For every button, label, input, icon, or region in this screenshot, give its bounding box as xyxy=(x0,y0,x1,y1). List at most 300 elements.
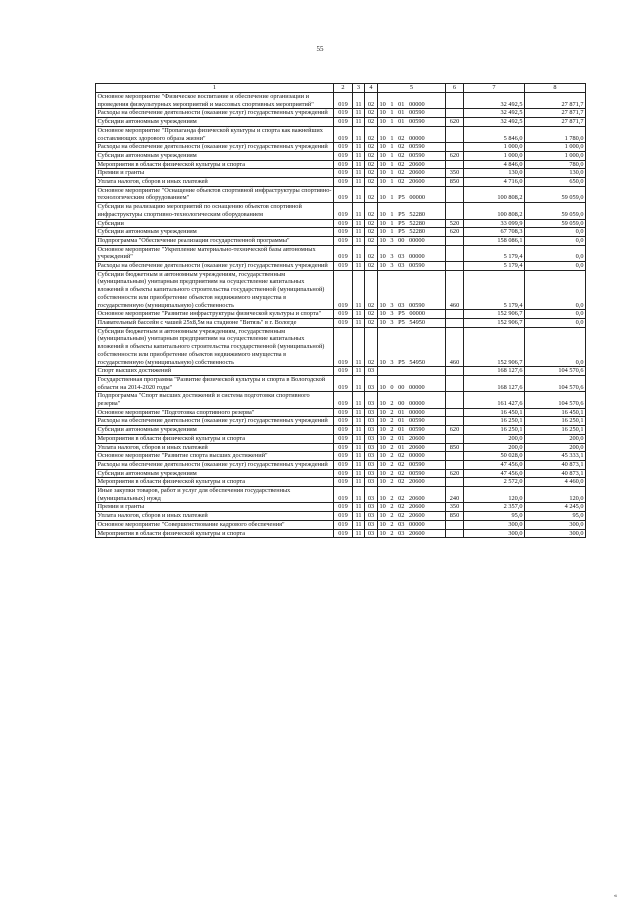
section-code: 11 xyxy=(353,327,365,367)
item-name: Основное мероприятие "Физическое воспитание и обеспечение организации и проведения физкультурных мероприятий и массовых спортивных мероприятий" xyxy=(96,93,334,109)
ministry-code: 019 xyxy=(334,126,353,142)
item-name: Подпрограмма "Спорт высших достижений и система подготовки спортивного резерва" xyxy=(96,392,334,408)
table-row xyxy=(96,529,586,538)
ministry-code: 019 xyxy=(334,469,353,478)
expense-type-code xyxy=(446,186,464,202)
subsection-code: 03 xyxy=(365,487,378,503)
header-cell: 8 xyxy=(525,84,586,93)
amount-year-2: 1 780,0 xyxy=(525,126,586,142)
expense-type-code: 350 xyxy=(446,169,464,178)
expense-type-code xyxy=(446,460,464,469)
section-code: 11 xyxy=(353,169,365,178)
item-name: Основное мероприятие "Развитие спорта высших достижений" xyxy=(96,452,334,461)
amount-year-1: 200,0 xyxy=(464,434,525,443)
amount-year-1: 5 179,4 xyxy=(464,245,525,261)
ministry-code: 019 xyxy=(334,417,353,426)
amount-year-1: 16 450,1 xyxy=(464,408,525,417)
item-name: Мероприятия в области физической культуры и спорта xyxy=(96,529,334,538)
subsection-code: 02 xyxy=(365,228,378,237)
ministry-code: 019 xyxy=(334,93,353,109)
target-article-code: 10 1 P5 52280 xyxy=(378,228,446,237)
expense-type-code: 620 xyxy=(446,469,464,478)
amount-year-1: 158 086,1 xyxy=(464,236,525,245)
ministry-code: 019 xyxy=(334,478,353,487)
expense-type-code: 460 xyxy=(446,270,464,310)
section-code: 11 xyxy=(353,434,365,443)
amount-year-2: 95,0 xyxy=(525,512,586,521)
table-row xyxy=(96,503,586,512)
subsection-code: 03 xyxy=(365,512,378,521)
amount-year-1: 300,0 xyxy=(464,529,525,538)
subsection-code: 02 xyxy=(365,169,378,178)
ministry-code: 019 xyxy=(334,392,353,408)
header-cell: 5 xyxy=(378,84,446,93)
section-code: 11 xyxy=(353,417,365,426)
amount-year-1: 16 250,1 xyxy=(464,417,525,426)
target-article-code: 10 2 02 00590 xyxy=(378,469,446,478)
subsection-code: 02 xyxy=(365,151,378,160)
table-row xyxy=(96,118,586,127)
item-name: Мероприятия в области физической культуры и спорта xyxy=(96,160,334,169)
amount-year-2: 104 570,6 xyxy=(525,375,586,391)
target-article-code: 10 2 02 20600 xyxy=(378,512,446,521)
table-row xyxy=(96,236,586,245)
amount-year-2: 1 000,0 xyxy=(525,151,586,160)
item-name: Субсидии автономным учреждениям xyxy=(96,426,334,435)
amount-year-2: 16 450,1 xyxy=(525,408,586,417)
expense-type-code xyxy=(446,245,464,261)
expense-type-code: 850 xyxy=(446,178,464,187)
table-row xyxy=(96,417,586,426)
section-code: 11 xyxy=(353,408,365,417)
table-row xyxy=(96,520,586,529)
amount-year-1: 32 492,5 xyxy=(464,93,525,109)
expense-type-code xyxy=(446,126,464,142)
target-article-code: 10 2 01 00590 xyxy=(378,417,446,426)
item-name: Расходы на обеспечение деятельности (оказание услуг) государственных учреждений xyxy=(96,143,334,152)
ministry-code: 019 xyxy=(334,178,353,187)
ministry-code: 019 xyxy=(334,118,353,127)
section-code: 11 xyxy=(353,203,365,219)
item-name: Уплата налогов, сборов и иных платежей xyxy=(96,512,334,521)
table-row xyxy=(96,126,586,142)
ministry-code: 019 xyxy=(334,529,353,538)
section-code: 11 xyxy=(353,452,365,461)
amount-year-2: 45 333,1 xyxy=(525,452,586,461)
target-article-code: 10 1 02 20600 xyxy=(378,160,446,169)
target-article-code: 10 1 02 00590 xyxy=(378,151,446,160)
table-row xyxy=(96,512,586,521)
item-name: Субсидии автономным учреждениям xyxy=(96,118,334,127)
table-row xyxy=(96,310,586,319)
target-article-code: 10 2 02 20600 xyxy=(378,478,446,487)
table-row xyxy=(96,228,586,237)
table-row xyxy=(96,143,586,152)
expense-type-code xyxy=(446,143,464,152)
section-code: 11 xyxy=(353,529,365,538)
table-row xyxy=(96,178,586,187)
item-name: Плавательный бассейн с чашей 25х8,5м на стадионе "Витязь" в г. Вологде xyxy=(96,318,334,327)
subsection-code: 02 xyxy=(365,93,378,109)
expense-type-code: 350 xyxy=(446,503,464,512)
table-row xyxy=(96,219,586,228)
expense-type-code xyxy=(446,434,464,443)
ministry-code: 019 xyxy=(334,262,353,271)
ministry-code: 019 xyxy=(334,245,353,261)
amount-year-2: 0,0 xyxy=(525,245,586,261)
table-row xyxy=(96,375,586,391)
amount-year-2: 200,0 xyxy=(525,434,586,443)
ministry-code: 019 xyxy=(334,151,353,160)
item-name: Подпрограмма "Обеспечение реализации государственной программы" xyxy=(96,236,334,245)
budget-table xyxy=(95,83,586,538)
item-name: Расходы на обеспечение деятельности (оказание услуг) государственных учреждений xyxy=(96,417,334,426)
table-row xyxy=(96,151,586,160)
item-name: Премии и гранты xyxy=(96,169,334,178)
ministry-code: 019 xyxy=(334,512,353,521)
subsection-code: 02 xyxy=(365,310,378,319)
amount-year-1: 152 906,7 xyxy=(464,318,525,327)
expense-type-code xyxy=(446,529,464,538)
subsection-code: 03 xyxy=(365,503,378,512)
ministry-code: 019 xyxy=(334,375,353,391)
corner-mark: « xyxy=(614,893,617,899)
target-article-code: 10 2 00 00000 xyxy=(378,392,446,408)
target-article-code: 10 2 01 00590 xyxy=(378,426,446,435)
amount-year-1: 32 492,5 xyxy=(464,109,525,118)
target-article-code: 10 3 P5 54950 xyxy=(378,318,446,327)
target-article-code: 10 1 02 20600 xyxy=(378,169,446,178)
section-code: 11 xyxy=(353,503,365,512)
target-article-code: 10 1 01 00000 xyxy=(378,93,446,109)
amount-year-1: 2 357,0 xyxy=(464,503,525,512)
amount-year-2: 27 871,7 xyxy=(525,109,586,118)
expense-type-code xyxy=(446,160,464,169)
table-row xyxy=(96,262,586,271)
amount-year-1: 33 099,9 xyxy=(464,219,525,228)
ministry-code: 019 xyxy=(334,520,353,529)
section-code: 11 xyxy=(353,126,365,142)
item-name: Мероприятия в области физической культуры и спорта xyxy=(96,478,334,487)
section-code: 11 xyxy=(353,186,365,202)
amount-year-2: 4 460,0 xyxy=(525,478,586,487)
subsection-code: 03 xyxy=(365,529,378,538)
ministry-code: 019 xyxy=(334,270,353,310)
subsection-code: 03 xyxy=(365,520,378,529)
section-code: 11 xyxy=(353,151,365,160)
item-name: Государственная программа "Развитие физической культуры и спорта в Вологодской области на 2014-2020 годы" xyxy=(96,375,334,391)
header-cell: 7 xyxy=(464,84,525,93)
amount-year-1: 2 572,0 xyxy=(464,478,525,487)
amount-year-1: 168 127,6 xyxy=(464,367,525,376)
amount-year-2: 1 000,0 xyxy=(525,143,586,152)
expense-type-code xyxy=(446,262,464,271)
amount-year-1: 5 179,4 xyxy=(464,262,525,271)
amount-year-2: 0,0 xyxy=(525,327,586,367)
item-name: Основное мероприятие "Оснащение объектов спортивной инфраструктуры спортивно-технологическим оборудованием" xyxy=(96,186,334,202)
subsection-code: 02 xyxy=(365,178,378,187)
table-row xyxy=(96,109,586,118)
amount-year-1: 1 000,0 xyxy=(464,143,525,152)
amount-year-2: 59 059,0 xyxy=(525,219,586,228)
item-name: Уплата налогов, сборов и иных платежей xyxy=(96,443,334,452)
target-article-code: 10 1 P5 00000 xyxy=(378,186,446,202)
ministry-code: 019 xyxy=(334,426,353,435)
item-name: Мероприятия в области физической культуры и спорта xyxy=(96,434,334,443)
item-name: Субсидии автономным учреждениям xyxy=(96,228,334,237)
item-name: Основное мероприятие "Укрепление материально-технической базы автономных учреждений" xyxy=(96,245,334,261)
ministry-code: 019 xyxy=(334,443,353,452)
item-name: Субсидии бюджетным и автономным учреждениям, государственным (муниципальным) унитарным предприятиям на осуществление капитальных вложений в объекты капитального строительства государственной (муниципальной) собственности или приобретение объектов недвижимого имущества в государственную (муниципальную) собственность xyxy=(96,327,334,367)
table-row xyxy=(96,169,586,178)
amount-year-1: 50 028,0 xyxy=(464,452,525,461)
ministry-code: 019 xyxy=(334,318,353,327)
section-code: 11 xyxy=(353,219,365,228)
subsection-code: 03 xyxy=(365,408,378,417)
item-name: Основное мероприятие "Подготовка спортивного резерва" xyxy=(96,408,334,417)
item-name: Иные закупки товаров, работ и услуг для обеспечения государственных (муниципальных) нужд xyxy=(96,487,334,503)
subsection-code: 02 xyxy=(365,143,378,152)
amount-year-1: 47 456,0 xyxy=(464,460,525,469)
subsection-code: 03 xyxy=(365,434,378,443)
header-row xyxy=(96,84,586,93)
amount-year-2: 200,0 xyxy=(525,443,586,452)
table-row xyxy=(96,487,586,503)
amount-year-1: 200,0 xyxy=(464,443,525,452)
section-code: 11 xyxy=(353,245,365,261)
ministry-code: 019 xyxy=(334,109,353,118)
target-article-code: 10 2 01 00000 xyxy=(378,408,446,417)
section-code: 11 xyxy=(353,478,365,487)
table-row xyxy=(96,408,586,417)
subsection-code: 02 xyxy=(365,318,378,327)
target-article-code: 10 2 01 20600 xyxy=(378,434,446,443)
expense-type-code: 620 xyxy=(446,228,464,237)
table-row xyxy=(96,270,586,310)
amount-year-2: 16 250,1 xyxy=(525,417,586,426)
table-row xyxy=(96,478,586,487)
item-name: Субсидии xyxy=(96,219,334,228)
ministry-code: 019 xyxy=(334,503,353,512)
ministry-code: 019 xyxy=(334,186,353,202)
item-name: Субсидии на реализацию мероприятий по оснащению объектов спортивной инфраструктуры спортивно-технологическим оборудованием xyxy=(96,203,334,219)
expense-type-code xyxy=(446,367,464,376)
subsection-code: 03 xyxy=(365,392,378,408)
amount-year-1: 152 906,7 xyxy=(464,310,525,319)
table-body xyxy=(96,93,586,538)
ministry-code: 019 xyxy=(334,327,353,367)
item-name: Основное мероприятие "Развитие инфраструктуры физической культуры и спорта" xyxy=(96,310,334,319)
amount-year-2: 40 873,1 xyxy=(525,469,586,478)
item-name: Субсидии автономным учреждениям xyxy=(96,469,334,478)
ministry-code: 019 xyxy=(334,160,353,169)
amount-year-2: 59 059,0 xyxy=(525,186,586,202)
subsection-code: 02 xyxy=(365,109,378,118)
amount-year-2: 300,0 xyxy=(525,529,586,538)
subsection-code: 03 xyxy=(365,469,378,478)
subsection-code: 02 xyxy=(365,118,378,127)
table-row xyxy=(96,93,586,109)
amount-year-1: 67 708,3 xyxy=(464,228,525,237)
table-row xyxy=(96,443,586,452)
amount-year-2: 27 871,7 xyxy=(525,118,586,127)
amount-year-1: 16 250,1 xyxy=(464,426,525,435)
subsection-code: 03 xyxy=(365,367,378,376)
ministry-code: 019 xyxy=(334,367,353,376)
subsection-code: 02 xyxy=(365,236,378,245)
table-row xyxy=(96,426,586,435)
amount-year-1: 47 456,0 xyxy=(464,469,525,478)
expense-type-code xyxy=(446,520,464,529)
table-row xyxy=(96,434,586,443)
amount-year-2: 120,0 xyxy=(525,487,586,503)
amount-year-1: 1 000,0 xyxy=(464,151,525,160)
section-code: 11 xyxy=(353,310,365,319)
amount-year-1: 130,0 xyxy=(464,169,525,178)
table-row xyxy=(96,186,586,202)
amount-year-2: 130,0 xyxy=(525,169,586,178)
target-article-code: 10 2 03 20600 xyxy=(378,529,446,538)
expense-type-code xyxy=(446,452,464,461)
target-article-code: 10 3 03 00000 xyxy=(378,245,446,261)
ministry-code: 019 xyxy=(334,228,353,237)
target-article-code: 10 2 03 00000 xyxy=(378,520,446,529)
amount-year-1: 168 127,6 xyxy=(464,375,525,391)
expense-type-code xyxy=(446,478,464,487)
amount-year-2: 104 570,6 xyxy=(525,392,586,408)
expense-type-code xyxy=(446,109,464,118)
target-article-code: 10 0 00 00000 xyxy=(378,375,446,391)
section-code: 11 xyxy=(353,118,365,127)
section-code: 11 xyxy=(353,270,365,310)
section-code: 11 xyxy=(353,443,365,452)
amount-year-2: 0,0 xyxy=(525,262,586,271)
amount-year-1: 100 808,2 xyxy=(464,186,525,202)
expense-type-code xyxy=(446,203,464,219)
target-article-code: 10 2 02 20600 xyxy=(378,487,446,503)
ministry-code: 019 xyxy=(334,452,353,461)
page-number: 55 xyxy=(316,45,324,53)
subsection-code: 02 xyxy=(365,270,378,310)
expense-type-code xyxy=(446,236,464,245)
subsection-code: 03 xyxy=(365,443,378,452)
section-code: 11 xyxy=(353,236,365,245)
subsection-code: 02 xyxy=(365,245,378,261)
section-code: 11 xyxy=(353,143,365,152)
subsection-code: 02 xyxy=(365,126,378,142)
table-header xyxy=(96,84,586,93)
subsection-code: 02 xyxy=(365,186,378,202)
target-article-code: 10 3 03 00590 xyxy=(378,270,446,310)
target-article-code: 10 3 00 00000 xyxy=(378,236,446,245)
amount-year-1: 100 808,2 xyxy=(464,203,525,219)
amount-year-2: 0,0 xyxy=(525,236,586,245)
expense-type-code: 850 xyxy=(446,512,464,521)
amount-year-2: 650,0 xyxy=(525,178,586,187)
subsection-code: 03 xyxy=(365,426,378,435)
amount-year-2: 0,0 xyxy=(525,310,586,319)
expense-type-code xyxy=(446,93,464,109)
item-name: Расходы на обеспечение деятельности (оказание услуг) государственных учреждений xyxy=(96,262,334,271)
target-article-code: 10 2 02 20600 xyxy=(378,503,446,512)
ministry-code: 019 xyxy=(334,169,353,178)
section-code: 11 xyxy=(353,228,365,237)
target-article-code: 10 3 03 00590 xyxy=(378,262,446,271)
target-article-code: 10 1 02 00590 xyxy=(378,143,446,152)
expense-type-code: 520 xyxy=(446,219,464,228)
section-code: 11 xyxy=(353,512,365,521)
amount-year-2: 300,0 xyxy=(525,520,586,529)
item-name: Субсидии автономным учреждениям xyxy=(96,151,334,160)
expense-type-code xyxy=(446,417,464,426)
ministry-code: 019 xyxy=(334,203,353,219)
section-code: 11 xyxy=(353,262,365,271)
section-code: 11 xyxy=(353,375,365,391)
subsection-code: 02 xyxy=(365,219,378,228)
subsection-code: 03 xyxy=(365,417,378,426)
item-name: Субсидии бюджетным и автономным учреждениям, государственным (муниципальным) унитарным предприятиям на осуществление капитальных вложений в объекты капитального строительства государственной (муниципальной) собственности или приобретение объектов недвижимого имущества в государственную (муниципальную) собственность xyxy=(96,270,334,310)
target-article-code: 10 1 02 20600 xyxy=(378,178,446,187)
amount-year-2: 16 250,1 xyxy=(525,426,586,435)
subsection-code: 02 xyxy=(365,160,378,169)
target-article-code: 10 1 02 00000 xyxy=(378,126,446,142)
ministry-code: 019 xyxy=(334,460,353,469)
section-code: 11 xyxy=(353,93,365,109)
table-row xyxy=(96,392,586,408)
expense-type-code: 620 xyxy=(446,118,464,127)
subsection-code: 02 xyxy=(365,327,378,367)
table-row xyxy=(96,327,586,367)
subsection-code: 03 xyxy=(365,375,378,391)
amount-year-1: 5 846,0 xyxy=(464,126,525,142)
amount-year-2: 0,0 xyxy=(525,318,586,327)
expense-type-code xyxy=(446,408,464,417)
section-code: 11 xyxy=(353,520,365,529)
amount-year-1: 300,0 xyxy=(464,520,525,529)
item-name: Премии и гранты xyxy=(96,503,334,512)
item-name: Расходы на обеспечение деятельности (оказание услуг) государственных учреждений xyxy=(96,460,334,469)
amount-year-1: 4 846,0 xyxy=(464,160,525,169)
amount-year-2: 0,0 xyxy=(525,228,586,237)
amount-year-2: 4 245,0 xyxy=(525,503,586,512)
section-code: 11 xyxy=(353,392,365,408)
table-row xyxy=(96,460,586,469)
header-cell: 2 xyxy=(334,84,353,93)
section-code: 11 xyxy=(353,460,365,469)
table-row xyxy=(96,452,586,461)
section-code: 11 xyxy=(353,367,365,376)
target-article-code: 10 2 01 20600 xyxy=(378,443,446,452)
header-cell: 6 xyxy=(446,84,464,93)
expense-type-code xyxy=(446,392,464,408)
ministry-code: 019 xyxy=(334,143,353,152)
target-article-code: 10 1 01 00590 xyxy=(378,109,446,118)
amount-year-1: 120,0 xyxy=(464,487,525,503)
target-article-code: 10 3 P5 00000 xyxy=(378,310,446,319)
target-article-code: 10 3 P5 54950 xyxy=(378,327,446,367)
ministry-code: 019 xyxy=(334,487,353,503)
item-name: Основное мероприятие "Пропаганда физической культуры и спорта как важнейших составляющих здорового образа жизни" xyxy=(96,126,334,142)
amount-year-2: 40 873,1 xyxy=(525,460,586,469)
table-row xyxy=(96,367,586,376)
subsection-code: 02 xyxy=(365,203,378,219)
ministry-code: 019 xyxy=(334,219,353,228)
section-code: 11 xyxy=(353,178,365,187)
target-article-code: 10 2 02 00590 xyxy=(378,460,446,469)
section-code: 11 xyxy=(353,160,365,169)
amount-year-1: 5 179,4 xyxy=(464,270,525,310)
amount-year-2: 104 570,6 xyxy=(525,367,586,376)
